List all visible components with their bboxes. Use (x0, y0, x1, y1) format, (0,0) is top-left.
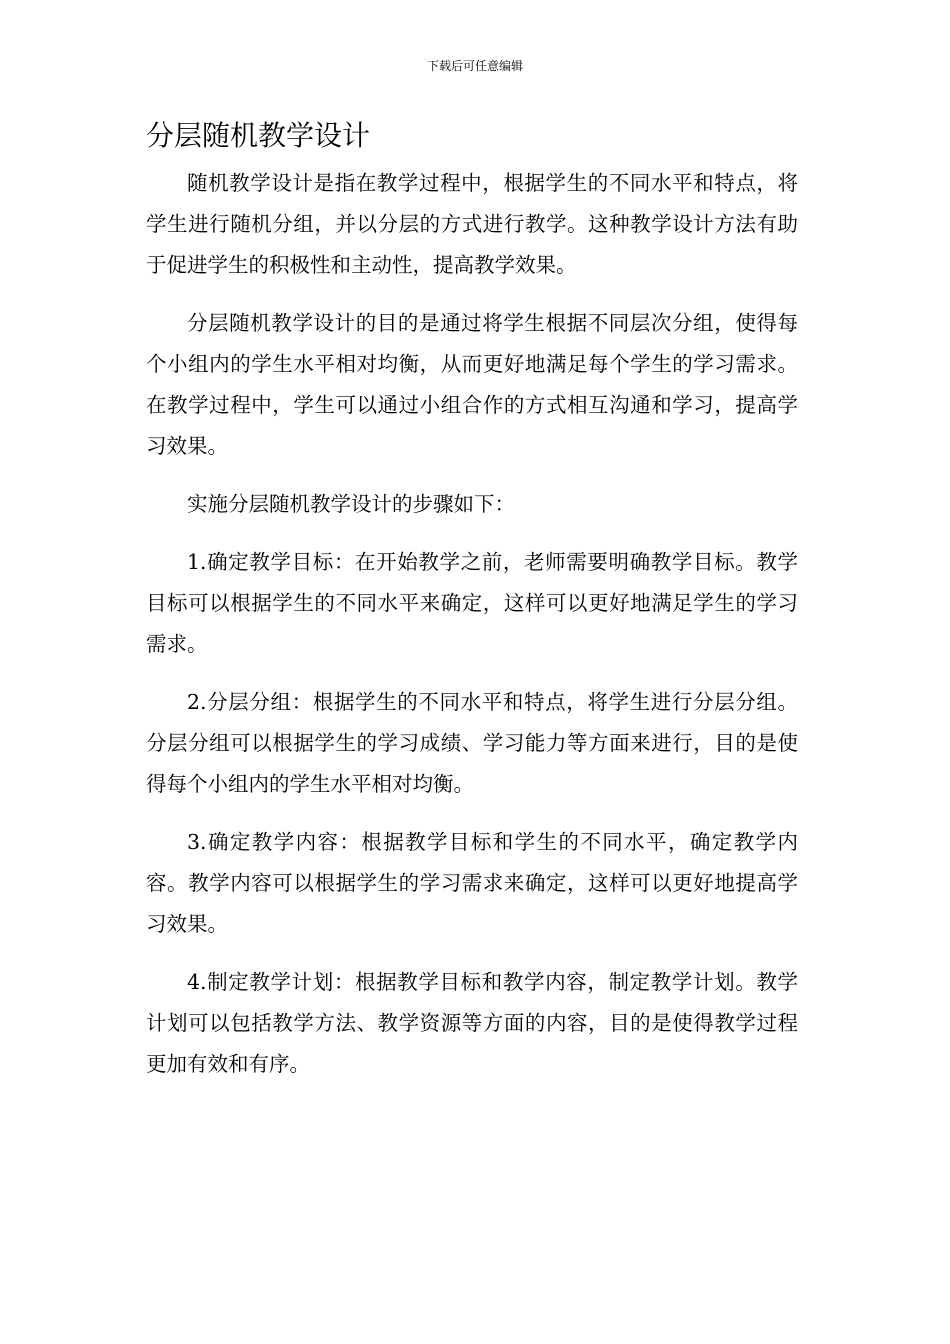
paragraph-step-1: 1.确定教学目标：在开始教学之前，老师需要明确教学目标。教学目标可以根据学生的不同水平来确定，这样可以更好地满足学生的学习需求。 (146, 550, 798, 656)
paragraph-step-2: 2.分层分组：根据学生的不同水平和特点，将学生进行分层分组。分层分组可以根据学生的学习成绩、学习能力等方面来进行，目的是使得每个小组内的学生水平相对均衡。 (146, 690, 798, 796)
header-note: 下载后可任意编辑 (426, 59, 523, 73)
paragraph-step-3: 3.确定教学内容：根据教学目标和学生的不同水平，确定教学内容。教学内容可以根据学生的学习需求来确定，这样可以更好地提高学习效果。 (146, 830, 798, 936)
document-body (146, 163, 798, 1102)
document-title: 分层随机教学设计 (146, 119, 371, 152)
paragraph-purpose: 分层随机教学设计的目的是通过将学生根据不同层次分组，使得每个小组内的学生水平相对均衡，从而更好地满足每个学生的学习需求。在教学过程中，学生可以通过小组合作的方式相互沟通和学习，提高学习效果。 (146, 311, 798, 458)
paragraph-step-4: 4.制定教学计划：根据教学目标和教学内容，制定教学计划。教学计划可以包括教学方法、教学资源等方面的内容，目的是使得教学过程更加有效和有序。 (146, 970, 798, 1076)
paragraph-steps-intro: 实施分层随机教学设计的步骤如下： (187, 492, 515, 516)
paragraph-intro: 随机教学设计是指在教学过程中，根据学生的不同水平和特点，将学生进行随机分组，并以分层的方式进行教学。这种教学设计方法有助于促进学生的积极性和主动性，提高教学效果。 (146, 171, 798, 277)
